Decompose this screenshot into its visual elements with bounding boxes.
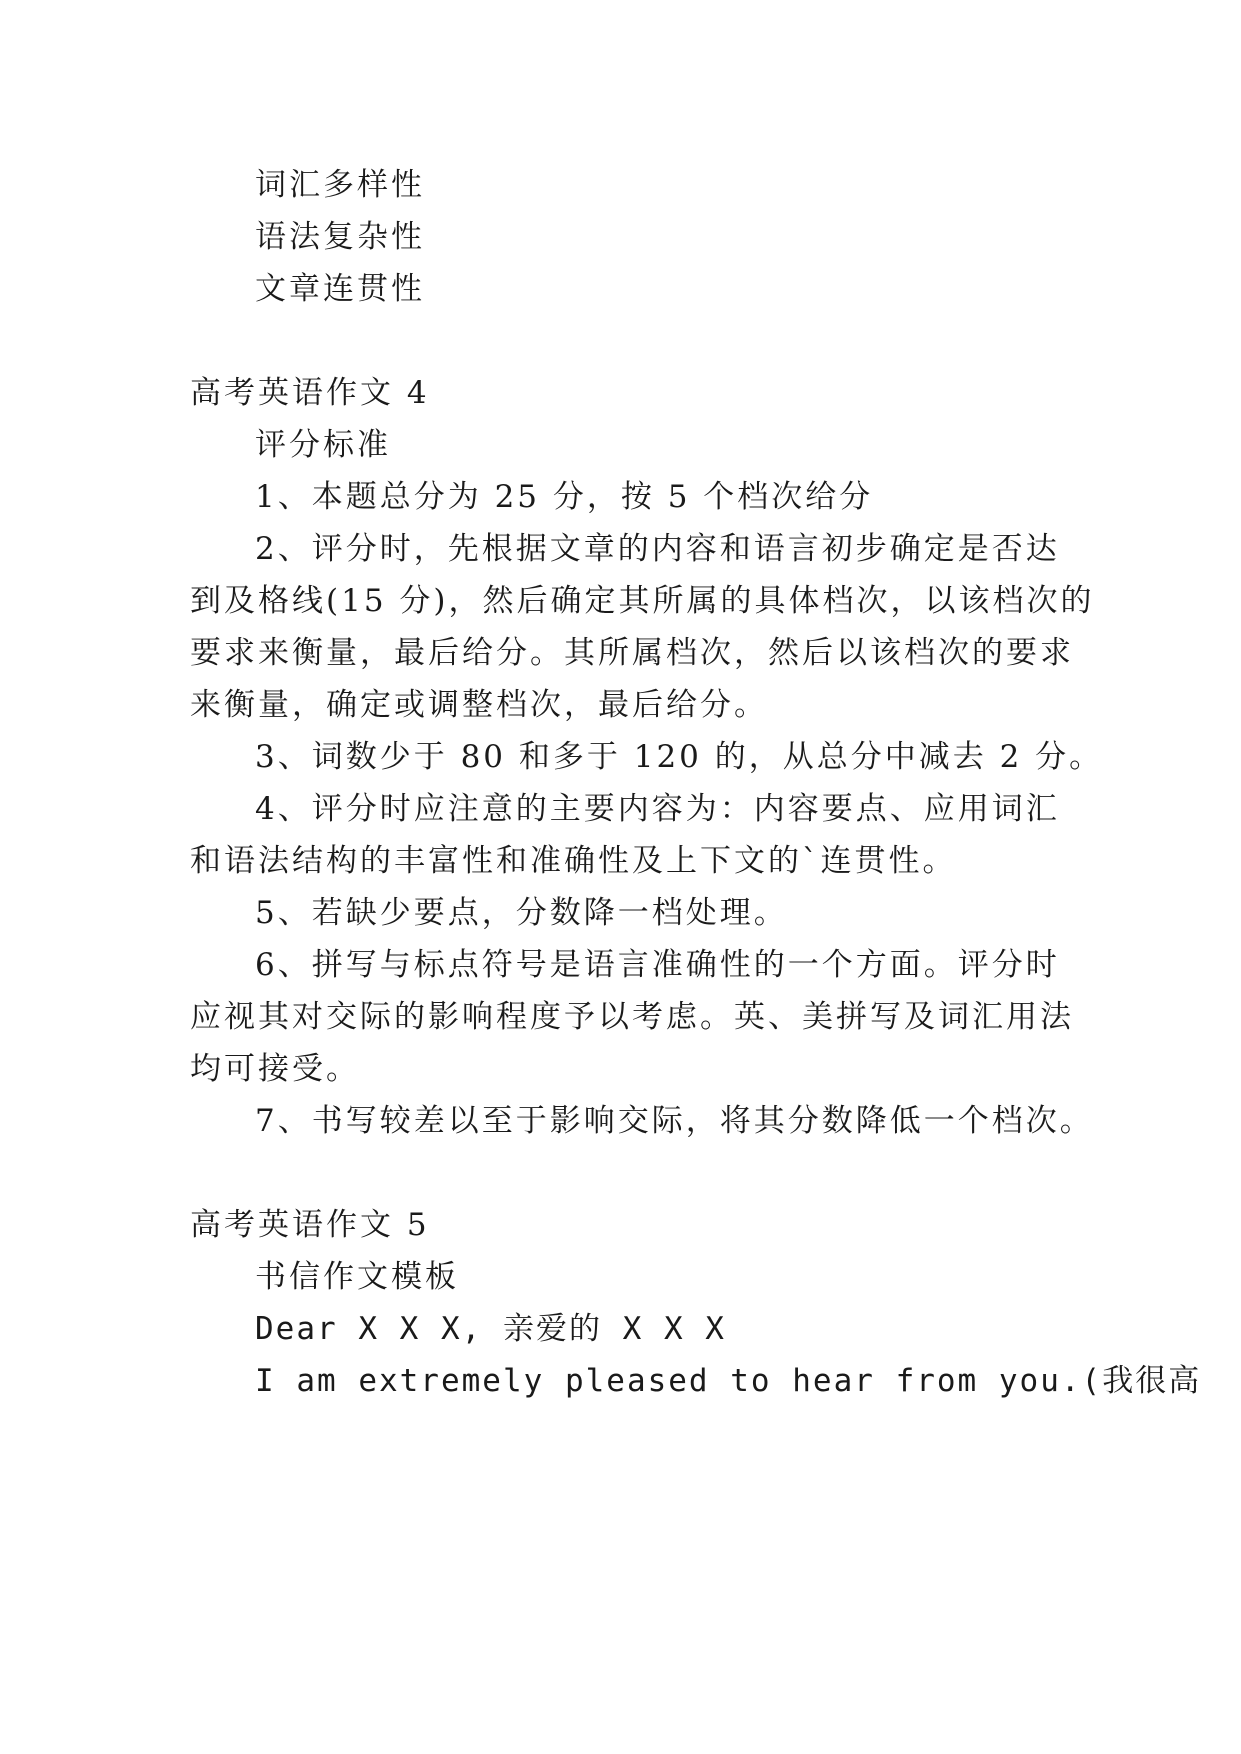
rule-4-line-2: 和语法结构的丰富性和准确性及上下文的`连贯性。	[190, 843, 957, 879]
rule-6-line-3: 均可接受。	[190, 1051, 360, 1087]
rule-3: 3、词数少于 80 和多于 120 的，从总分中减去 2 分。	[255, 739, 1104, 775]
criteria-grammar: 语法复杂性	[255, 219, 425, 255]
section-4-title: 高考英语作文 4	[190, 375, 430, 411]
rule-2-line-1: 2、评分时，先根据文章的内容和语言初步确定是否达	[255, 531, 1060, 567]
section-5-title: 高考英语作文 5	[190, 1207, 430, 1243]
rule-7: 7、书写较差以至于影响交际，将其分数降低一个档次。	[255, 1103, 1094, 1139]
rule-2-line-2: 到及格线(15 分)，然后确定其所属的具体档次，以该档次的	[190, 583, 1095, 619]
rule-5: 5、若缺少要点，分数降一档处理。	[255, 895, 788, 931]
letter-salutation: Dear X X X, 亲爱的 X X X	[255, 1311, 726, 1347]
rule-6-line-2: 应视其对交际的影响程度予以考虑。英、美拼写及词汇用法	[190, 999, 1074, 1035]
rule-2-line-4: 来衡量，确定或调整档次，最后给分。	[190, 687, 768, 723]
rule-6-line-1: 6、拼写与标点符号是语言准确性的一个方面。评分时	[255, 947, 1060, 983]
criteria-coherence: 文章连贯性	[255, 271, 425, 307]
rule-4-line-1: 4、评分时应注意的主要内容为：内容要点、应用词汇	[255, 791, 1060, 827]
rule-1: 1、本题总分为 25 分，按 5 个档次给分	[255, 479, 874, 515]
section-4-subtitle: 评分标准	[255, 427, 391, 463]
letter-opening-sentence: I am extremely pleased to hear from you.(我很高	[255, 1363, 1202, 1399]
section-5-subtitle: 书信作文模板	[255, 1259, 459, 1295]
criteria-vocabulary: 词汇多样性	[255, 167, 425, 203]
rule-2-line-3: 要求来衡量，最后给分。其所属档次，然后以该档次的要求	[190, 635, 1074, 671]
